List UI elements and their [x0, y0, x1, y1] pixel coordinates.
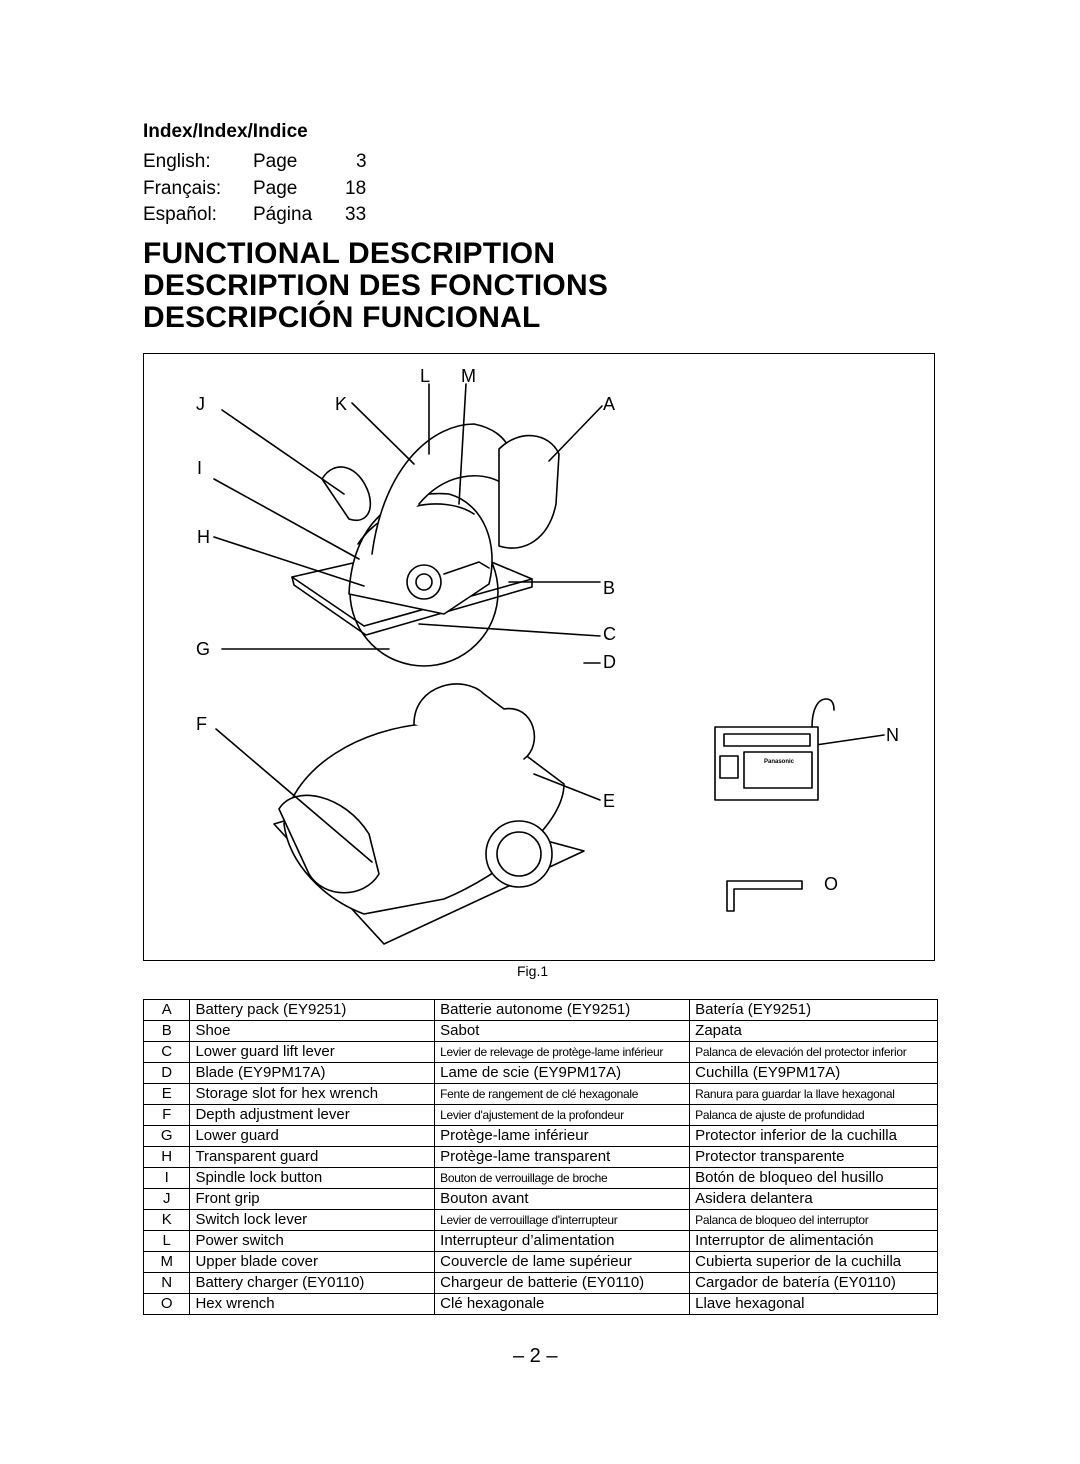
parts-letter: I	[144, 1168, 190, 1189]
parts-english: Front grip	[190, 1189, 435, 1210]
circular-saw-illustration	[144, 354, 936, 962]
parts-spanish: Protector inferior de la cuchilla	[690, 1126, 938, 1147]
page-number: – 2 –	[513, 1345, 558, 1367]
parts-spanish: Cargador de batería (EY0110)	[690, 1273, 938, 1294]
index-lang: English:	[143, 151, 211, 172]
parts-letter: G	[144, 1126, 190, 1147]
parts-letter: E	[144, 1084, 190, 1105]
callout-a: A	[603, 394, 616, 414]
parts-spanish: Asidera delantera	[690, 1189, 938, 1210]
parts-french: Batterie autonome (EY9251)	[435, 1000, 690, 1021]
callout-c: C	[603, 624, 616, 644]
parts-letter: O	[144, 1294, 190, 1315]
parts-row-g	[144, 1126, 938, 1147]
parts-french: Fente de rangement de clé hexagonale	[435, 1084, 690, 1105]
heading-french: DESCRIPTION DES FONCTIONS	[143, 269, 609, 302]
parts-spanish: Cuchilla (EY9PM17A)	[690, 1063, 938, 1084]
parts-french: Lame de scie (EY9PM17A)	[435, 1063, 690, 1084]
parts-row-c	[144, 1042, 938, 1063]
parts-english: Upper blade cover	[190, 1252, 435, 1273]
parts-spanish: Cubierta superior de la cuchilla	[690, 1252, 938, 1273]
parts-row-k	[144, 1210, 938, 1231]
parts-row-m	[144, 1252, 938, 1273]
index-page-word: Page	[253, 151, 298, 172]
parts-spanish: Batería (EY9251)	[690, 1000, 938, 1021]
parts-spanish: Protector transparente	[690, 1147, 938, 1168]
parts-english: Battery pack (EY9251)	[190, 1000, 435, 1021]
index-page-word: Página	[253, 204, 313, 225]
callout-o: O	[824, 874, 839, 894]
callout-h: H	[197, 527, 210, 547]
parts-letter: A	[144, 1000, 190, 1021]
parts-row-a	[144, 1000, 938, 1021]
parts-french: Levier de relevage de protège-lame inférieur	[435, 1042, 690, 1063]
parts-french: Protège-lame inférieur	[435, 1126, 690, 1147]
heading-english: FUNCTIONAL DESCRIPTION	[143, 237, 556, 270]
saw-motor-end	[486, 821, 552, 887]
index-page-number: 18	[345, 178, 367, 199]
parts-french: Bouton avant	[435, 1189, 690, 1210]
parts-spanish: Palanca de elevación del protector inferior	[690, 1042, 938, 1063]
spindle	[407, 565, 441, 599]
parts-row-e	[144, 1084, 938, 1105]
callout-b: B	[603, 578, 616, 598]
parts-english: Lower guard	[190, 1126, 435, 1147]
callout-d: D	[603, 652, 616, 672]
page-headings	[143, 238, 608, 334]
callout-n: N	[886, 725, 899, 745]
parts-spanish: Palanca de bloqueo del interruptor	[690, 1210, 938, 1231]
saw-front-grip	[322, 467, 370, 520]
callout-g: G	[196, 639, 211, 659]
parts-letter: B	[144, 1021, 190, 1042]
parts-french: Interrupteur d’alimentation	[435, 1231, 690, 1252]
parts-french: Clé hexagonale	[435, 1294, 690, 1315]
callout-l: L	[420, 366, 431, 386]
parts-row-h	[144, 1147, 938, 1168]
parts-spanish: Zapata	[690, 1021, 938, 1042]
parts-french: Couvercle de lame supérieur	[435, 1252, 690, 1273]
parts-row-l	[144, 1231, 938, 1252]
parts-english: Switch lock lever	[190, 1210, 435, 1231]
parts-french: Chargeur de batterie (EY0110)	[435, 1273, 690, 1294]
parts-letter: C	[144, 1042, 190, 1063]
parts-row-o	[144, 1294, 938, 1315]
parts-english: Blade (EY9PM17A)	[190, 1063, 435, 1084]
charger-cord	[812, 699, 834, 727]
saw-battery-pack	[499, 436, 559, 548]
parts-english: Depth adjustment lever	[190, 1105, 435, 1126]
parts-row-j	[144, 1189, 938, 1210]
parts-english: Shoe	[190, 1021, 435, 1042]
index-lang: Français:	[143, 178, 222, 199]
index-page-word: Page	[253, 178, 298, 199]
parts-english: Transparent guard	[190, 1147, 435, 1168]
parts-letter: D	[144, 1063, 190, 1084]
parts-spanish: Ranura para guardar la llave hexagonal	[690, 1084, 938, 1105]
index-page-number: 33	[345, 204, 367, 225]
parts-spanish: Interruptor de alimentación	[690, 1231, 938, 1252]
parts-letter: J	[144, 1189, 190, 1210]
callout-j: J	[196, 394, 205, 414]
parts-letter: N	[144, 1273, 190, 1294]
parts-letter: F	[144, 1105, 190, 1126]
index-page-number: 3	[356, 151, 367, 172]
functional-figure	[143, 353, 935, 961]
figure-caption: Fig.1	[517, 963, 549, 979]
parts-row-n	[144, 1273, 938, 1294]
parts-french: Protège-lame transparent	[435, 1147, 690, 1168]
parts-french: Levier d'ajustement de la profondeur	[435, 1105, 690, 1126]
parts-row-i	[144, 1168, 938, 1189]
parts-french: Sabot	[435, 1021, 690, 1042]
parts-french: Bouton de verrouillage de broche	[435, 1168, 690, 1189]
hex-wrench-shape	[727, 881, 802, 911]
parts-spanish: Palanca de ajuste de profundidad	[690, 1105, 938, 1126]
heading-spanish: DESCRIPCIÓN FUNCIONAL	[143, 301, 541, 334]
parts-english: Storage slot for hex wrench	[190, 1084, 435, 1105]
parts-row-f	[144, 1105, 938, 1126]
parts-english: Hex wrench	[190, 1294, 435, 1315]
callout-i: I	[197, 458, 203, 478]
parts-letter: L	[144, 1231, 190, 1252]
parts-row-d	[144, 1063, 938, 1084]
callout-f: F	[196, 714, 207, 734]
callout-m: M	[461, 366, 476, 386]
parts-row-b	[144, 1021, 938, 1042]
parts-letter: H	[144, 1147, 190, 1168]
parts-spanish: Botón de bloqueo del husillo	[690, 1168, 938, 1189]
parts-letter: M	[144, 1252, 190, 1273]
parts-english: Spindle lock button	[190, 1168, 435, 1189]
parts-letter: K	[144, 1210, 190, 1231]
charger-brand: Panasonic	[764, 759, 795, 765]
callout-e: E	[603, 791, 616, 811]
index-lang: Español:	[143, 204, 217, 225]
callout-k: K	[335, 394, 348, 414]
index-title: Index/Index/Indice	[143, 121, 308, 142]
parts-english: Battery charger (EY0110)	[190, 1273, 435, 1294]
parts-table	[143, 999, 938, 1315]
parts-french: Levier de verrouillage d'interrupteur	[435, 1210, 690, 1231]
parts-english: Lower guard lift lever	[190, 1042, 435, 1063]
parts-english: Power switch	[190, 1231, 435, 1252]
parts-spanish: Llave hexagonal	[690, 1294, 938, 1315]
